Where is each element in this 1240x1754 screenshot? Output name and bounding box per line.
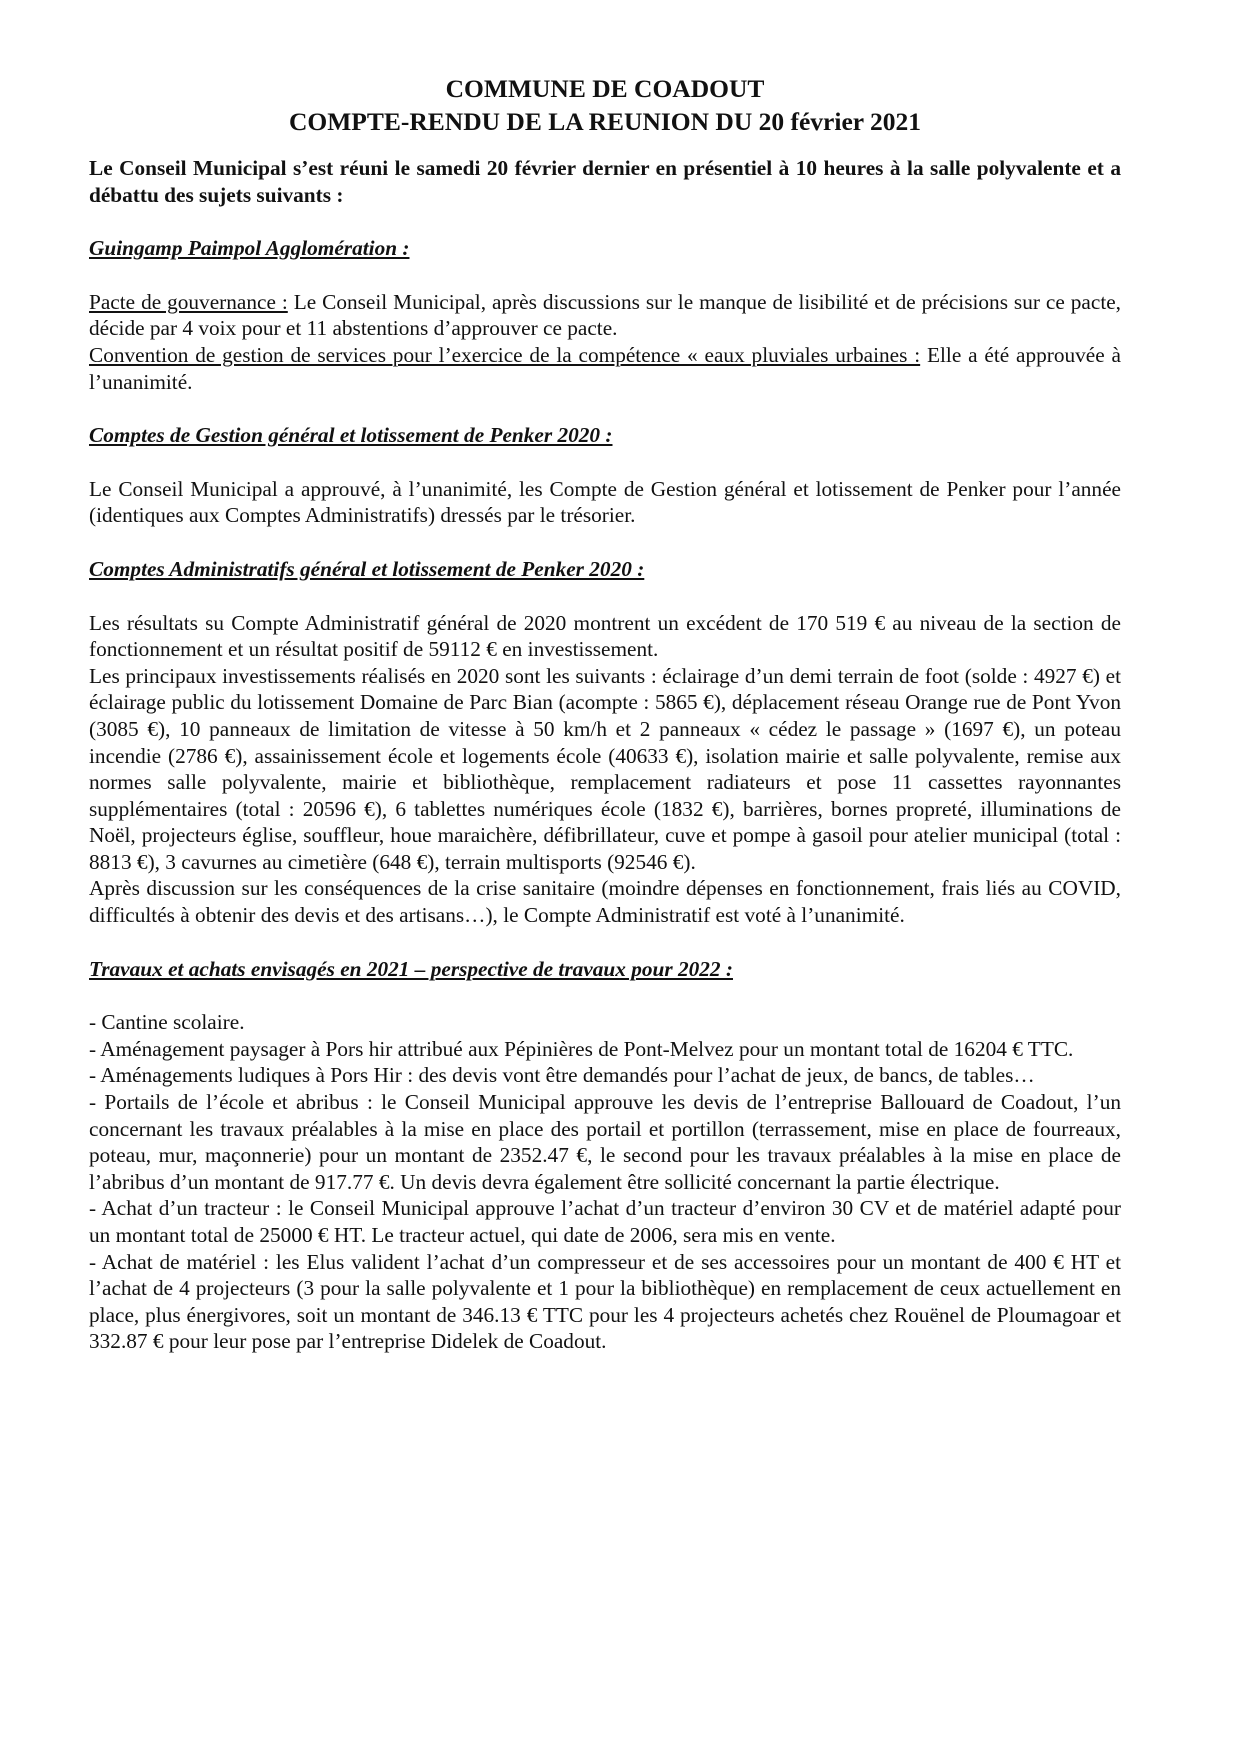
vote-paragraph: Après discussion sur les conséquences de la crise sanitaire (moindre dépenses en fonctionnement, frais liés au COVID, difficultés à obtenir des devis et des artisans…), le Compte Administratif est voté à l’unanimité. (89, 876, 1121, 928)
investissements-paragraph: Les principaux investissements réalisés en 2020 sont les suivants : éclairage d’un demi terrain de foot (solde : 4927 €) et éclairage public du lotissement Domaine de Parc Bian (acompte : 5865 €), déplacement réseau Orange rue de Pont Yvon (3085 €), 10 panneaux de limitation de vitesse à 50 km/h et 2 panneaux « cédez le passage » (1697 €), un poteau incendie (2786 €), assainissement école et logements école (40633 €), isolation mairie et salle polyvalente, remise aux normes salle polyvalente, mairie et bibliothèque, remplacement radiateurs et pose 11 cassettes rayonnantes supplémentaires (total : 20596 €), 6 tablettes numériques école (1832 €), barrières, bornes propreté, illuminations de Noël, projecteurs église, souffleur, houe maraichère, défibrillateur, cuve et pompe à gasoil pour atelier municipal (total : 8813 €), 3 cavurnes au cimetière (648 €), terrain multisports (92546 €). (89, 663, 1121, 874)
list-item: - Aménagements ludiques à Pors Hir : des devis vont être demandés pour l’achat de jeux, de bancs, de tables… (89, 1063, 1035, 1088)
document-title-line2: COMPTE-RENDU DE LA REUNION DU 20 février 2021 (288, 107, 922, 136)
section-title-comptes-admin: Comptes Administratifs général et lotissement de Penker 2020 : (89, 556, 645, 581)
convention-paragraph (89, 342, 1121, 395)
resultats-paragraph: Les résultats su Compte Administratif général de 2020 montrent un excédent de 170 519 € au niveau de la section de fonctionnement et un résultat positif de 59112 € en investissement. (89, 610, 1121, 662)
list-item: - Cantine scolaire. (89, 1010, 245, 1035)
comptes-gestion-paragraph: Le Conseil Municipal a approuvé, à l’unanimité, les Compte de Gestion général et lotissement de Penker pour l’année (identiques aux Comptes Administratifs) dressés par le trésorier. (89, 476, 1121, 528)
list-item: - Achat de matériel : les Elus valident l’achat d’un compresseur et de ses accessoires pour un montant de 400 € HT et l’achat de 4 projecteurs (3 pour la salle polyvalente et 1 pour la bibliothèque) en remplacement de ceux actuellement en place, plus énergivores, soit un montant de 346.13 € TTC pour les 4 projecteurs achetés chez Rouënel de Ploumagoar et 332.87 € pour leur pose par l’entreprise Didelek de Coadout. (89, 1249, 1121, 1354)
list-item: - Achat d’un tracteur : le Conseil Municipal approuve l’achat d’un tracteur d’environ 30 CV et de matériel adapté pour un montant total de 25000 € HT. Le tracteur actuel, qui date de 2006, sera mis en vente. (89, 1196, 1121, 1247)
convention-label: Convention de gestion de services pour l’exercice de la compétence « eaux pluviales urbaines : (89, 342, 921, 367)
section-title-comptes-gestion: Comptes de Gestion général et lotissement de Penker 2020 : (89, 423, 613, 448)
list-item: - Aménagement paysager à Pors hir attribué aux Pépinières de Pont-Melvez pour un montant total de 16204 € TTC. (89, 1036, 1074, 1061)
pacte-label: Pacte de gouvernance : (89, 289, 288, 314)
section-title-gpa: Guingamp Paimpol Agglomération : (89, 236, 410, 261)
pacte-text: Le Conseil Municipal, après discussions sur le manque de lisibilité et de précisions sur ce pacte, décide par 4 voix pour et 11 abstentions d’approuver ce pacte. (89, 289, 1122, 341)
document-title-line1: COMMUNE DE COADOUT (445, 74, 765, 103)
document-page (89, 72, 1121, 1355)
convention-text: Elle a été approuvée à l’unanimité. (89, 342, 1121, 394)
list-item: - Portails de l’école et abribus : le Conseil Municipal approuve les devis de l’entreprise Ballouard de Coadout, l’un concernant les travaux préalables à la mise en place des portail et portillon (terrassement, mise en place de fourreaux, poteau, mur, maçonnerie) pour un montant de 2352.47 €, le second pour les travaux préalables à la mise en place de l’abribus d’un montant de 917.77 €. Un devis devra également être sollicité concernant la partie électrique. (89, 1090, 1121, 1194)
section-title-travaux: Travaux et achats envisagés en 2021 – perspective de travaux pour 2022 : (89, 956, 733, 981)
intro-paragraph: Le Conseil Municipal s’est réuni le samedi 20 février dernier en présentiel à 10 heures à la salle polyvalente et a débattu des sujets suivants : (89, 156, 1121, 207)
pacte-paragraph (89, 289, 1121, 342)
